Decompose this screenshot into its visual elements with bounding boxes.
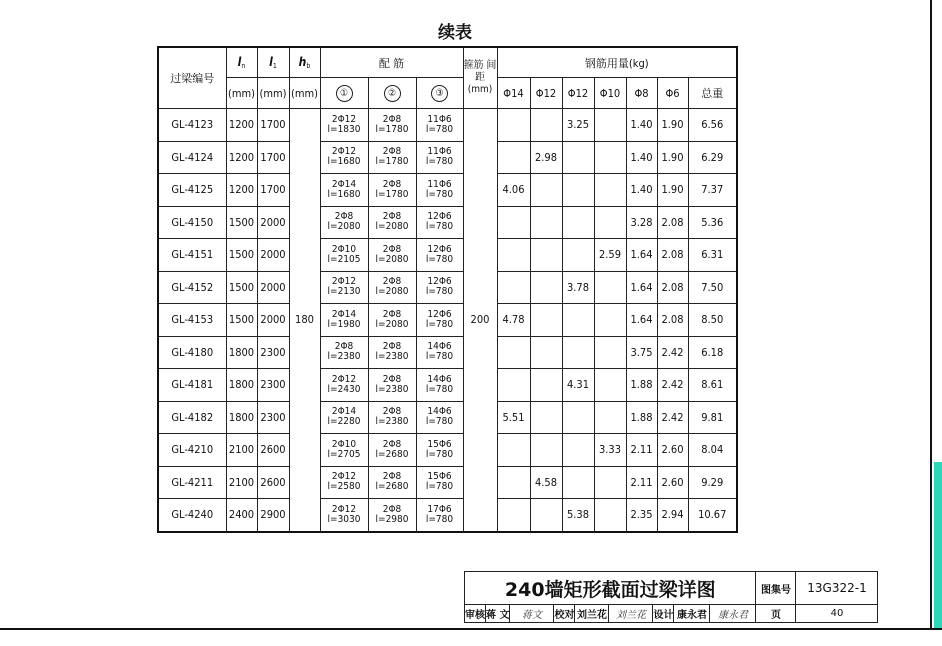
rebar-2: 2Φ8 l=2080 <box>368 304 416 337</box>
rebar-1: 2Φ12 l=1830 <box>320 109 368 142</box>
weight-cell: 1.88 <box>626 369 657 402</box>
weight-cell: 1.64 <box>626 271 657 304</box>
beam-id: GL-4123 <box>158 109 226 142</box>
l1-value: 1700 <box>257 174 289 207</box>
weight-cell <box>594 271 626 304</box>
weight-cell: 2.60 <box>657 466 688 499</box>
weight-cell: 4.58 <box>530 466 562 499</box>
rebar-3: 15Φ6 l=780 <box>416 466 463 499</box>
header-col-phi12a: Φ12 <box>530 78 562 109</box>
weight-cell: 4.78 <box>497 304 530 337</box>
header-l1: $l_1$ <box>257 47 289 78</box>
beam-id: GL-4153 <box>158 304 226 337</box>
l1-value: 1700 <box>257 109 289 142</box>
designer-name: 康永君 <box>674 605 710 623</box>
ln-value: 1500 <box>226 239 257 272</box>
beam-id: GL-4151 <box>158 239 226 272</box>
rebar-3: 17Φ6 l=780 <box>416 499 463 532</box>
ln-value: 1800 <box>226 336 257 369</box>
weight-cell: 2.35 <box>626 499 657 532</box>
lintel-schedule-table <box>157 46 738 533</box>
side-tab-marker <box>934 462 942 630</box>
weight-cell <box>530 271 562 304</box>
weight-cell: 8.61 <box>688 369 737 402</box>
header-l1-unit: (mm) <box>257 78 289 109</box>
weight-cell: 3.33 <box>594 434 626 467</box>
rebar-3: 11Φ6 l=780 <box>416 141 463 174</box>
weight-cell: 6.29 <box>688 141 737 174</box>
rebar-3: 14Φ6 l=780 <box>416 336 463 369</box>
weight-cell <box>497 466 530 499</box>
rebar-3: 12Φ6 l=780 <box>416 206 463 239</box>
weight-cell: 1.90 <box>657 174 688 207</box>
weight-cell: 2.11 <box>626 434 657 467</box>
header-hb-unit: (mm) <box>289 78 320 109</box>
header-beam-no: 过梁编号 <box>158 47 226 109</box>
header-rebar-config: 配 筋 <box>320 47 463 78</box>
designer-signature: 康永君 <box>710 605 756 623</box>
weight-cell: 6.31 <box>688 239 737 272</box>
weight-cell: 8.50 <box>688 304 737 337</box>
reviewer-signature: 蒋文 <box>510 605 554 623</box>
weight-cell: 1.64 <box>626 304 657 337</box>
rebar-2: 2Φ8 l=2080 <box>368 206 416 239</box>
ln-value: 2100 <box>226 466 257 499</box>
table-row <box>158 141 737 174</box>
weight-cell <box>530 434 562 467</box>
weight-cell: 4.31 <box>562 369 594 402</box>
atlas-number: 13G322-1 <box>796 572 878 605</box>
rebar-2: 2Φ8 l=2080 <box>368 271 416 304</box>
weight-cell <box>530 174 562 207</box>
header-hb: $h_b$ <box>289 47 320 78</box>
weight-cell: 1.40 <box>626 109 657 142</box>
ln-value: 1500 <box>226 206 257 239</box>
rebar-2: 2Φ8 l=1780 <box>368 109 416 142</box>
weight-cell: 3.78 <box>562 271 594 304</box>
header-col-phi6: Φ6 <box>657 78 688 109</box>
ln-value: 1200 <box>226 109 257 142</box>
weight-cell <box>594 141 626 174</box>
title-block <box>464 571 878 623</box>
header-col-phi8: Φ8 <box>626 78 657 109</box>
rebar-3: 12Φ6 l=780 <box>416 239 463 272</box>
weight-cell: 1.40 <box>626 141 657 174</box>
weight-cell <box>562 466 594 499</box>
weight-cell <box>497 271 530 304</box>
weight-cell <box>562 336 594 369</box>
ln-value: 1800 <box>226 401 257 434</box>
rebar-3: 11Φ6 l=780 <box>416 174 463 207</box>
l1-value: 2300 <box>257 336 289 369</box>
beam-id: GL-4124 <box>158 141 226 174</box>
weight-cell <box>562 141 594 174</box>
rebar-3: 14Φ6 l=780 <box>416 401 463 434</box>
rebar-1: 2Φ10 l=2705 <box>320 434 368 467</box>
rebar-1: 2Φ14 l=1680 <box>320 174 368 207</box>
rebar-2: 2Φ8 l=2380 <box>368 336 416 369</box>
weight-cell <box>530 499 562 532</box>
ln-value: 2100 <box>226 434 257 467</box>
rebar-1: 2Φ12 l=1680 <box>320 141 368 174</box>
weight-cell: 4.06 <box>497 174 530 207</box>
header-stirrup-spacing: 箍筋 间距 (mm) <box>463 47 497 109</box>
rebar-3: 12Φ6 l=780 <box>416 271 463 304</box>
weight-cell: 6.56 <box>688 109 737 142</box>
rebar-2: 2Φ8 l=1780 <box>368 174 416 207</box>
weight-cell <box>530 206 562 239</box>
ln-value: 1200 <box>226 141 257 174</box>
weight-cell: 5.36 <box>688 206 737 239</box>
table-row <box>158 499 737 532</box>
beam-id: GL-4240 <box>158 499 226 532</box>
rebar-2: 2Φ8 l=1780 <box>368 141 416 174</box>
weight-cell: 6.18 <box>688 336 737 369</box>
weight-cell: 1.88 <box>626 401 657 434</box>
weight-cell <box>562 206 594 239</box>
weight-cell <box>594 109 626 142</box>
weight-cell <box>562 174 594 207</box>
weight-cell <box>530 336 562 369</box>
weight-cell <box>497 239 530 272</box>
design-label: 设计 <box>653 605 674 623</box>
l1-value: 2300 <box>257 401 289 434</box>
weight-cell <box>497 141 530 174</box>
header-col-phi12b: Φ12 <box>562 78 594 109</box>
beam-id: GL-4211 <box>158 466 226 499</box>
beam-id: GL-4181 <box>158 369 226 402</box>
weight-cell <box>594 206 626 239</box>
checker-signature: 刘兰花 <box>609 605 653 623</box>
weight-cell <box>562 239 594 272</box>
weight-cell: 2.11 <box>626 466 657 499</box>
beam-id: GL-4150 <box>158 206 226 239</box>
weight-cell <box>594 304 626 337</box>
hb-value: 180 <box>289 109 320 532</box>
rebar-1: 2Φ8 l=2080 <box>320 206 368 239</box>
weight-cell: 9.29 <box>688 466 737 499</box>
beam-id: GL-4210 <box>158 434 226 467</box>
weight-cell <box>530 239 562 272</box>
weight-cell: 2.08 <box>657 239 688 272</box>
ln-value: 1800 <box>226 369 257 402</box>
weight-cell <box>497 109 530 142</box>
weight-cell: 7.50 <box>688 271 737 304</box>
rebar-1: 2Φ12 l=2130 <box>320 271 368 304</box>
weight-cell: 3.28 <box>626 206 657 239</box>
weight-cell: 3.75 <box>626 336 657 369</box>
page-number: 40 <box>796 605 878 623</box>
l1-value: 2900 <box>257 499 289 532</box>
table-row <box>158 466 737 499</box>
weight-cell: 2.08 <box>657 304 688 337</box>
table-row <box>158 304 737 337</box>
weight-cell <box>594 369 626 402</box>
l1-value: 2600 <box>257 434 289 467</box>
rebar-1: 2Φ12 l=2430 <box>320 369 368 402</box>
weight-cell <box>562 401 594 434</box>
header-ln: $l_n$ <box>226 47 257 78</box>
weight-cell <box>562 304 594 337</box>
header-circle-1: ① <box>320 78 368 109</box>
weight-cell: 2.42 <box>657 336 688 369</box>
beam-id: GL-4125 <box>158 174 226 207</box>
weight-cell: 1.90 <box>657 141 688 174</box>
weight-cell <box>497 336 530 369</box>
header-col-phi10: Φ10 <box>594 78 626 109</box>
weight-cell: 2.60 <box>657 434 688 467</box>
l1-value: 2000 <box>257 206 289 239</box>
weight-cell: 2.08 <box>657 206 688 239</box>
l1-value: 2000 <box>257 239 289 272</box>
header-col-phi14: Φ14 <box>497 78 530 109</box>
l1-value: 2600 <box>257 466 289 499</box>
ln-value: 2400 <box>226 499 257 532</box>
weight-cell: 1.40 <box>626 174 657 207</box>
rebar-2: 2Φ8 l=2380 <box>368 369 416 402</box>
weight-cell <box>530 304 562 337</box>
table-row <box>158 239 737 272</box>
beam-id: GL-4180 <box>158 336 226 369</box>
weight-cell: 10.67 <box>688 499 737 532</box>
table-row <box>158 369 737 402</box>
weight-cell <box>530 401 562 434</box>
weight-cell <box>562 434 594 467</box>
rebar-3: 14Φ6 l=780 <box>416 369 463 402</box>
weight-cell: 2.42 <box>657 401 688 434</box>
beam-id: GL-4152 <box>158 271 226 304</box>
rebar-3: 11Φ6 l=780 <box>416 109 463 142</box>
weight-cell: 1.64 <box>626 239 657 272</box>
ln-value: 1500 <box>226 304 257 337</box>
table-row <box>158 206 737 239</box>
rebar-2: 2Φ8 l=2380 <box>368 401 416 434</box>
weight-cell: 7.37 <box>688 174 737 207</box>
page-label: 页 <box>756 605 796 623</box>
frame-bottom-border <box>0 628 942 630</box>
weight-cell: 2.08 <box>657 271 688 304</box>
rebar-1: 2Φ8 l=2380 <box>320 336 368 369</box>
weight-cell: 8.04 <box>688 434 737 467</box>
header-col-total: 总重 <box>688 78 737 109</box>
atlas-label: 图集号 <box>756 572 796 605</box>
weight-cell <box>594 336 626 369</box>
rebar-1: 2Φ14 l=1980 <box>320 304 368 337</box>
table-row <box>158 336 737 369</box>
l1-value: 2000 <box>257 304 289 337</box>
weight-cell <box>594 499 626 532</box>
drawing-title: 240墙矩形截面过梁详图 <box>465 572 756 605</box>
header-weight-group: 钢筋用量(kg) <box>497 47 737 78</box>
page-title: 续表 <box>438 23 472 43</box>
weight-cell <box>594 466 626 499</box>
weight-cell: 9.81 <box>688 401 737 434</box>
rebar-2: 2Φ8 l=2080 <box>368 239 416 272</box>
ln-value: 1200 <box>226 174 257 207</box>
table-row <box>158 434 737 467</box>
review-label: 审核 <box>465 605 486 623</box>
rebar-1: 2Φ10 l=2105 <box>320 239 368 272</box>
reviewer-name: 蒋 文 <box>486 605 510 623</box>
rebar-2: 2Φ8 l=2980 <box>368 499 416 532</box>
weight-cell <box>594 174 626 207</box>
header-circle-2: ② <box>368 78 416 109</box>
table-row <box>158 401 737 434</box>
weight-cell: 2.59 <box>594 239 626 272</box>
rebar-1: 2Φ12 l=3030 <box>320 499 368 532</box>
weight-cell: 2.98 <box>530 141 562 174</box>
checker-name: 刘兰花 <box>575 605 609 623</box>
table-row <box>158 271 737 304</box>
rebar-2: 2Φ8 l=2680 <box>368 466 416 499</box>
weight-cell: 5.38 <box>562 499 594 532</box>
weight-cell <box>497 434 530 467</box>
weight-cell <box>594 401 626 434</box>
weight-cell: 2.42 <box>657 369 688 402</box>
check-label: 校对 <box>554 605 575 623</box>
beam-id: GL-4182 <box>158 401 226 434</box>
weight-cell <box>497 369 530 402</box>
weight-cell: 5.51 <box>497 401 530 434</box>
rebar-1: 2Φ12 l=2580 <box>320 466 368 499</box>
ln-value: 1500 <box>226 271 257 304</box>
l1-value: 2300 <box>257 369 289 402</box>
rebar-1: 2Φ14 l=2280 <box>320 401 368 434</box>
weight-cell: 2.94 <box>657 499 688 532</box>
table-row <box>158 109 737 142</box>
weight-cell: 1.90 <box>657 109 688 142</box>
stirrup-spacing-value: 200 <box>463 109 497 532</box>
l1-value: 1700 <box>257 141 289 174</box>
rebar-3: 12Φ6 l=780 <box>416 304 463 337</box>
table-row <box>158 174 737 207</box>
rebar-3: 15Φ6 l=780 <box>416 434 463 467</box>
weight-cell <box>530 369 562 402</box>
weight-cell <box>497 206 530 239</box>
l1-value: 2000 <box>257 271 289 304</box>
header-ln-unit: (mm) <box>226 78 257 109</box>
weight-cell: 3.25 <box>562 109 594 142</box>
rebar-2: 2Φ8 l=2680 <box>368 434 416 467</box>
header-circle-3: ③ <box>416 78 463 109</box>
weight-cell <box>530 109 562 142</box>
weight-cell <box>497 499 530 532</box>
frame-right-border <box>930 0 932 630</box>
